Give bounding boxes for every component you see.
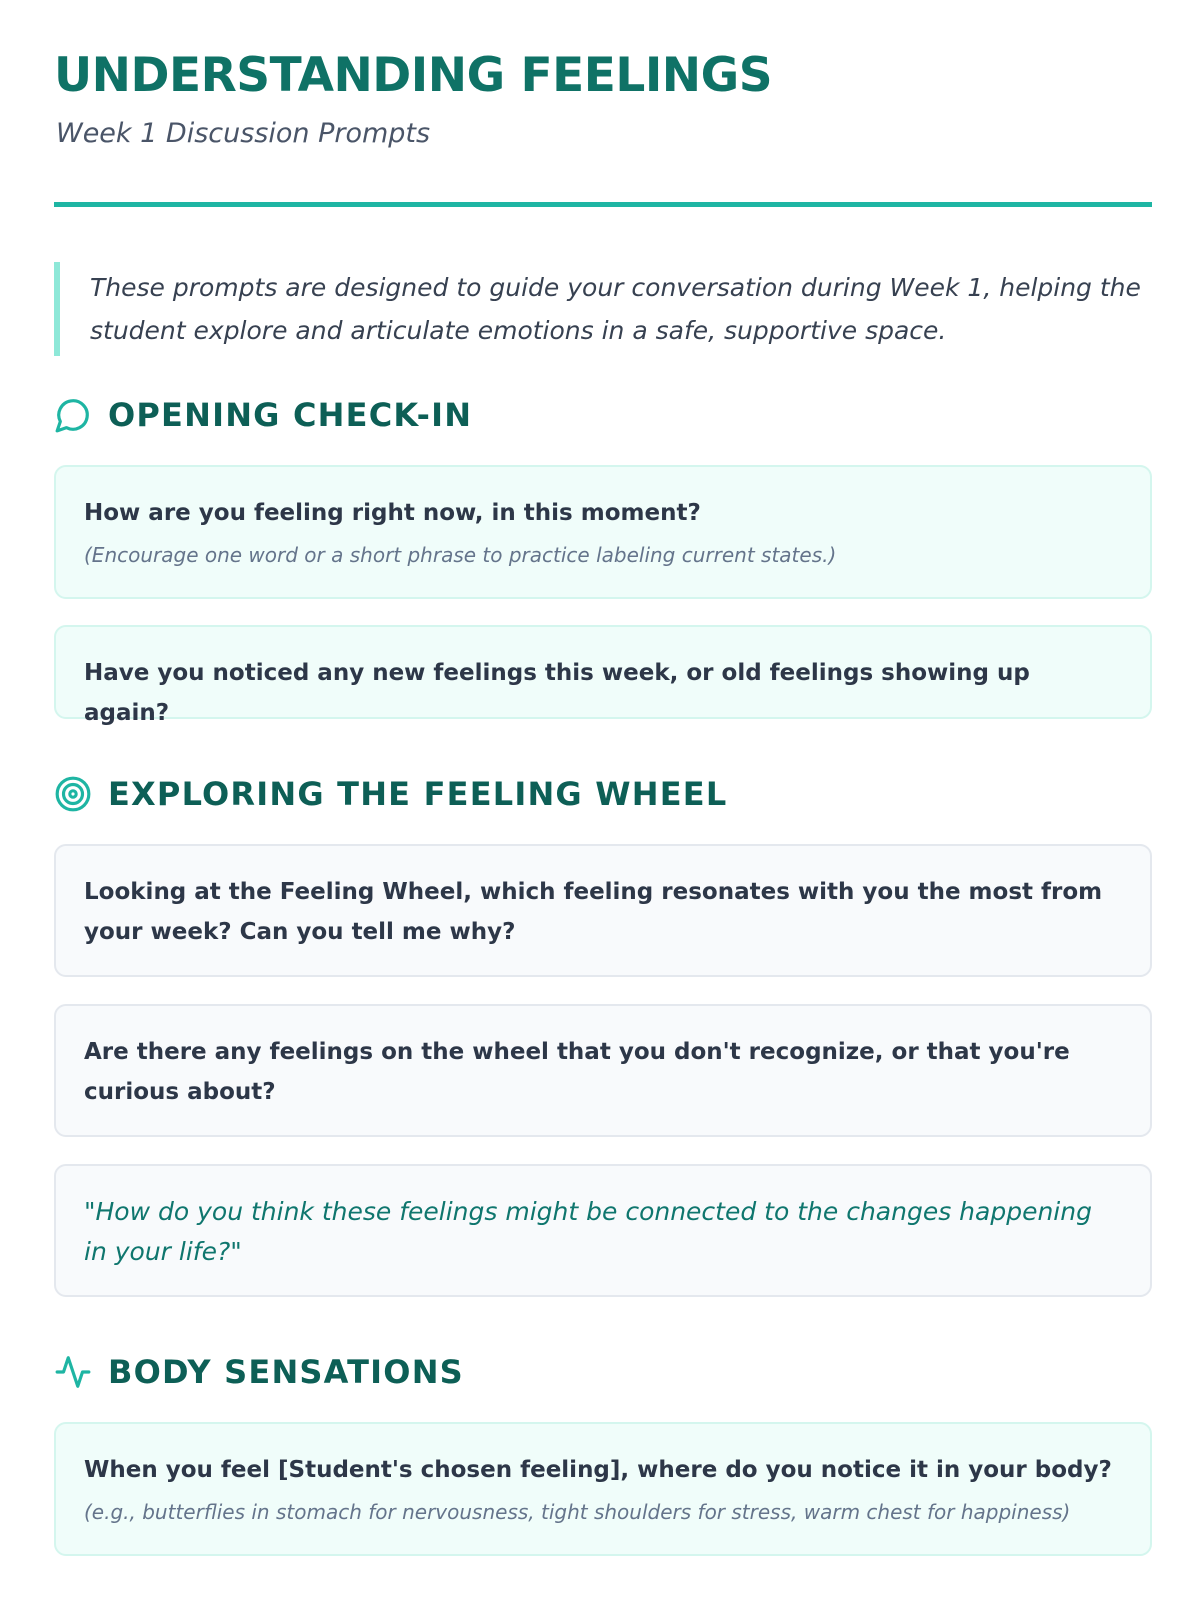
target-icon: [54, 775, 92, 813]
section-title: EXPLORING THE FEELING WHEEL: [108, 775, 728, 813]
intro-callout: These prompts are designed to guide your conversation during Week 1, helping the student explore and articulate emotions in a safe, supportive space.: [54, 262, 1152, 356]
prompt-hint: (Encourage one word or a short phrase to practice labeling current states.): [84, 543, 837, 567]
section-feeling-wheel: [54, 775, 727, 813]
section-title: BODY SENSATIONS: [108, 1353, 464, 1391]
page-title: UNDERSTANDING FEELINGS: [54, 48, 773, 103]
prompt-question: Have you noticed any new feelings this week, or old feelings showing up again?: [84, 660, 1030, 726]
prompt-quote: "How do you think these feelings might be connected to the changes happening in your life?": [84, 1197, 1092, 1266]
prompt-question: Are there any feelings on the wheel that you don't recognize, or that you're curious about?: [84, 1039, 1070, 1105]
header-divider: [54, 202, 1152, 207]
section-opening-check-in: [54, 396, 472, 434]
section-body-sensations: [54, 1353, 464, 1391]
section-title: OPENING CHECK-IN: [108, 396, 473, 434]
pulse-icon: [54, 1353, 92, 1391]
prompt-card: [54, 1422, 1152, 1556]
prompt-question: When you feel [Student's chosen feeling], where do you notice it in your body?: [84, 1457, 1112, 1483]
page-subtitle: Week 1 Discussion Prompts: [56, 118, 431, 149]
prompt-question: How are you feeling right now, in this moment?: [84, 500, 701, 526]
speech-bubble-icon: [54, 396, 92, 434]
prompt-card: [54, 625, 1152, 726]
prompt-card: [54, 1004, 1152, 1137]
prompt-card: [54, 844, 1152, 977]
prompt-hint: (e.g., butterflies in stomach for nervousness, tight shoulders for stress, warm chest for happiness): [84, 1500, 1071, 1524]
prompt-question: Looking at the Feeling Wheel, which feeling resonates with you the most from your week? Can you tell me why?: [84, 879, 1103, 945]
quote-card: [54, 1164, 1152, 1297]
prompt-card: [54, 465, 1152, 599]
